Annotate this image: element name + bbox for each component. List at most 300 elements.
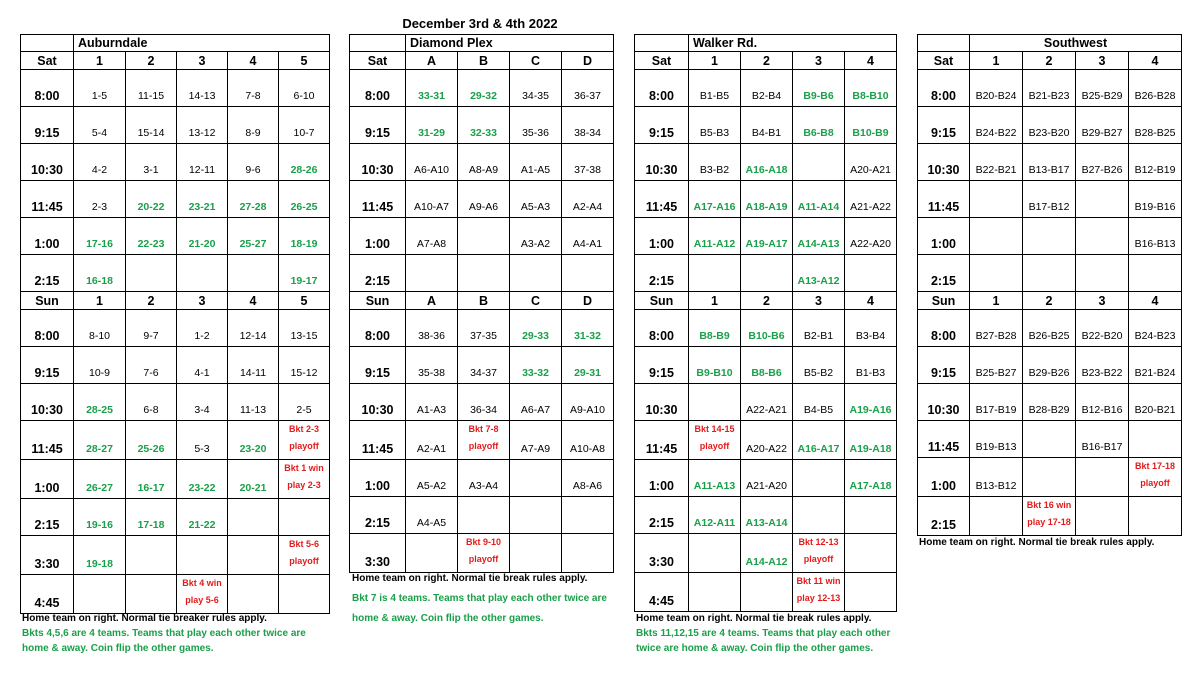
game-cell: 23-20: [228, 421, 279, 460]
time-slot-row: [635, 107, 897, 144]
time-label: 4:45: [635, 573, 689, 612]
empty-cell: [510, 534, 562, 573]
playoff-cell: [1129, 458, 1182, 497]
time-label: 2:15: [21, 255, 74, 292]
empty-cell: [406, 255, 458, 292]
time-label: 2:15: [918, 497, 970, 536]
time-label: 10:30: [350, 144, 406, 181]
game-cell: A19-A16: [845, 384, 897, 421]
time-slot-row: [350, 218, 614, 255]
venue-header-blank: [21, 35, 74, 52]
time-slot-row: [350, 310, 614, 347]
time-slot-row: [350, 70, 614, 107]
time-slot-row: [918, 310, 1182, 347]
field-label: 4: [228, 52, 279, 70]
playoff-line-1: Bkt 16 win: [1026, 500, 1072, 510]
playoff-cell: [793, 534, 845, 573]
playoff-cell: [458, 421, 510, 460]
empty-cell: [689, 384, 741, 421]
empty-cell: [177, 255, 228, 292]
time-label: 3:30: [21, 536, 74, 575]
game-cell: A2-A1: [406, 421, 458, 460]
game-cell: 2-5: [279, 384, 330, 421]
game-cell: 26-27: [74, 460, 126, 499]
time-label: 8:00: [350, 70, 406, 107]
time-slot-row: [350, 460, 614, 497]
game-cell: A14-A12: [741, 534, 793, 573]
game-cell: 14-11: [228, 347, 279, 384]
playoff-line-1: Bkt 1 win: [284, 463, 324, 473]
game-cell: B23-B20: [1023, 107, 1076, 144]
time-slot-row: [918, 384, 1182, 421]
day-label: Sun: [21, 292, 74, 310]
game-cell: A1-A3: [406, 384, 458, 421]
empty-cell: [689, 534, 741, 573]
empty-cell: [741, 255, 793, 292]
field-label: 4: [1129, 292, 1182, 310]
game-cell: B5-B2: [793, 347, 845, 384]
game-cell: B21-B23: [1023, 70, 1076, 107]
field-label: B: [458, 52, 510, 70]
day-label: Sat: [350, 52, 406, 70]
time-label: 2:15: [350, 255, 406, 292]
game-cell: B17-B19: [970, 384, 1023, 421]
playoff-cell: [458, 534, 510, 573]
field-label: 4: [845, 52, 897, 70]
time-label: 1:00: [21, 218, 74, 255]
game-cell: B29-B27: [1076, 107, 1129, 144]
game-cell: B8-B10: [845, 70, 897, 107]
time-slot-row: [918, 255, 1182, 292]
auburndale-green-note-2: home & away. Coin flip the other games.: [22, 643, 214, 654]
field-label: 3: [793, 52, 845, 70]
game-cell: A1-A5: [510, 144, 562, 181]
game-cell: A17-A16: [689, 181, 741, 218]
game-cell: 10-9: [74, 347, 126, 384]
game-cell: A3-A4: [458, 460, 510, 497]
time-slot-row: [350, 384, 614, 421]
time-slot-row: [635, 347, 897, 384]
time-label: 11:45: [635, 181, 689, 218]
game-cell: B12-B16: [1076, 384, 1129, 421]
empty-cell: [845, 497, 897, 534]
game-cell: 34-37: [458, 347, 510, 384]
game-cell: A19-A17: [741, 218, 793, 255]
time-slot-row: [635, 218, 897, 255]
walker-rd-note: Home team on right. Normal tie break rules apply.: [636, 613, 872, 624]
time-label: 1:00: [918, 218, 970, 255]
playoff-line-1: Bkt 2-3: [288, 424, 319, 434]
venue-header-blank: [918, 35, 970, 52]
time-slot-row: [21, 181, 330, 218]
time-slot-row: [21, 384, 330, 421]
game-cell: B12-B19: [1129, 144, 1182, 181]
field-label: 1: [74, 52, 126, 70]
field-label: 3: [1076, 292, 1129, 310]
time-label: 2:15: [635, 255, 689, 292]
time-slot-row: [918, 497, 1182, 536]
time-label: 8:00: [635, 310, 689, 347]
game-cell: 15-12: [279, 347, 330, 384]
game-cell: 11-13: [228, 384, 279, 421]
playoff-line-1: Bkt 11 win: [796, 576, 841, 586]
game-cell: B6-B8: [793, 107, 845, 144]
day-header-row-sat: [350, 52, 614, 70]
time-label: 1:00: [350, 460, 406, 497]
game-cell: A7-A8: [406, 218, 458, 255]
empty-cell: [845, 534, 897, 573]
game-cell: 1-5: [74, 70, 126, 107]
empty-cell: [562, 534, 614, 573]
empty-cell: [845, 573, 897, 612]
game-cell: B26-B25: [1023, 310, 1076, 347]
game-cell: A5-A3: [510, 181, 562, 218]
game-cell: 25-26: [126, 421, 177, 460]
time-slot-row: [635, 534, 897, 573]
game-cell: A5-A2: [406, 460, 458, 497]
game-cell: 37-38: [562, 144, 614, 181]
venue-name: Walker Rd.: [689, 35, 897, 52]
field-label: 1: [970, 52, 1023, 70]
time-label: 9:15: [21, 347, 74, 384]
game-cell: B16-B13: [1129, 218, 1182, 255]
time-slot-row: [350, 421, 614, 460]
game-cell: 31-32: [562, 310, 614, 347]
time-label: 9:15: [635, 107, 689, 144]
diamond-plex-schedule: [349, 34, 614, 573]
game-cell: A9-A6: [458, 181, 510, 218]
time-slot-row: [635, 181, 897, 218]
game-cell: B9-B6: [793, 70, 845, 107]
game-cell: B25-B29: [1076, 70, 1129, 107]
playoff-line-1: Bkt 14-15: [694, 424, 735, 434]
empty-cell: [1076, 497, 1129, 536]
game-cell: 5-3: [177, 421, 228, 460]
empty-cell: [793, 460, 845, 497]
game-cell: B17-B12: [1023, 181, 1076, 218]
walker-rd-green-note-1: Bkts 11,12,15 are 4 teams. Teams that play each other: [636, 628, 891, 639]
empty-cell: [1023, 218, 1076, 255]
time-slot-row: [21, 144, 330, 181]
game-cell: B22-B20: [1076, 310, 1129, 347]
game-cell: 1-2: [177, 310, 228, 347]
venue-name: Auburndale: [74, 35, 330, 52]
time-label: 1:00: [918, 458, 970, 497]
field-label: 5: [279, 52, 330, 70]
time-slot-row: [918, 144, 1182, 181]
time-label: 11:45: [918, 421, 970, 458]
playoff-cell: [279, 460, 330, 499]
game-cell: A4-A1: [562, 218, 614, 255]
time-slot-row: [918, 458, 1182, 497]
game-cell: A6-A10: [406, 144, 458, 181]
game-cell: 31-29: [406, 107, 458, 144]
game-cell: 21-22: [177, 499, 228, 536]
game-cell: 29-33: [510, 310, 562, 347]
game-cell: A20-A22: [741, 421, 793, 460]
field-label: D: [562, 52, 614, 70]
game-cell: B22-B21: [970, 144, 1023, 181]
playoff-line-1: Bkt 12-13: [798, 537, 839, 547]
time-label: 3:30: [350, 534, 406, 573]
time-label: 10:30: [918, 144, 970, 181]
day-header-row-sat: [21, 52, 330, 70]
game-cell: A19-A18: [845, 421, 897, 460]
game-cell: B2-B1: [793, 310, 845, 347]
time-slot-row: [21, 107, 330, 144]
game-cell: 29-32: [458, 70, 510, 107]
time-label: 11:45: [350, 181, 406, 218]
game-cell: B26-B28: [1129, 70, 1182, 107]
game-cell: 28-26: [279, 144, 330, 181]
game-cell: A2-A4: [562, 181, 614, 218]
time-slot-row: [635, 573, 897, 612]
empty-cell: [970, 181, 1023, 218]
diamond-plex-green-note-2: home & away. Coin flip the other games.: [352, 613, 544, 624]
empty-cell: [74, 575, 126, 614]
game-cell: 32-33: [458, 107, 510, 144]
game-cell: 13-15: [279, 310, 330, 347]
game-cell: 20-22: [126, 181, 177, 218]
game-cell: B8-B6: [741, 347, 793, 384]
time-slot-row: [21, 499, 330, 536]
field-label: 2: [1023, 52, 1076, 70]
day-label: Sat: [918, 52, 970, 70]
time-label: 9:15: [635, 347, 689, 384]
time-label: 2:15: [635, 497, 689, 534]
empty-cell: [1129, 255, 1182, 292]
time-slot-row: [635, 70, 897, 107]
game-cell: 3-4: [177, 384, 228, 421]
day-label: Sat: [21, 52, 74, 70]
field-label: 3: [1076, 52, 1129, 70]
time-slot-row: [918, 107, 1182, 144]
field-label: 4: [845, 292, 897, 310]
time-label: 1:00: [635, 460, 689, 497]
game-cell: A22-A20: [845, 218, 897, 255]
game-cell: 19-17: [279, 255, 330, 292]
time-label: 11:45: [350, 421, 406, 460]
time-slot-row: [350, 181, 614, 218]
playoff-line-2: play 12-13: [796, 593, 841, 603]
day-header-row-sun: [918, 292, 1182, 310]
game-cell: B13-B12: [970, 458, 1023, 497]
game-cell: 13-12: [177, 107, 228, 144]
game-cell: 17-18: [126, 499, 177, 536]
game-cell: 9-6: [228, 144, 279, 181]
game-cell: 6-10: [279, 70, 330, 107]
game-cell: B20-B24: [970, 70, 1023, 107]
field-label: 2: [741, 52, 793, 70]
empty-cell: [458, 255, 510, 292]
game-cell: 7-8: [228, 70, 279, 107]
time-label: 8:00: [350, 310, 406, 347]
game-cell: B4-B5: [793, 384, 845, 421]
game-cell: 8-10: [74, 310, 126, 347]
game-cell: 23-22: [177, 460, 228, 499]
game-cell: 8-9: [228, 107, 279, 144]
empty-cell: [279, 575, 330, 614]
game-cell: A20-A21: [845, 144, 897, 181]
time-slot-row: [21, 347, 330, 384]
day-label: Sun: [918, 292, 970, 310]
time-slot-row: [918, 347, 1182, 384]
empty-cell: [228, 536, 279, 575]
empty-cell: [1076, 458, 1129, 497]
field-label: A: [406, 292, 458, 310]
empty-cell: [1129, 421, 1182, 458]
game-cell: A12-A11: [689, 497, 741, 534]
field-label: C: [510, 52, 562, 70]
time-label: 4:45: [21, 575, 74, 614]
time-label: 9:15: [350, 107, 406, 144]
field-label: 2: [126, 292, 177, 310]
time-slot-row: [918, 218, 1182, 255]
empty-cell: [1023, 421, 1076, 458]
empty-cell: [126, 536, 177, 575]
schedule-title: December 3rd & 4th 2022: [402, 16, 558, 31]
field-label: 1: [689, 292, 741, 310]
game-cell: B1-B5: [689, 70, 741, 107]
game-cell: B28-B25: [1129, 107, 1182, 144]
day-header-row-sun: [635, 292, 897, 310]
game-cell: A14-A13: [793, 218, 845, 255]
time-label: 2:15: [350, 497, 406, 534]
playoff-cell: [689, 421, 741, 460]
game-cell: B24-B23: [1129, 310, 1182, 347]
time-slot-row: [21, 218, 330, 255]
time-slot-row: [635, 144, 897, 181]
empty-cell: [510, 460, 562, 497]
game-cell: B29-B26: [1023, 347, 1076, 384]
game-cell: B9-B10: [689, 347, 741, 384]
day-label: Sun: [350, 292, 406, 310]
playoff-cell: [279, 421, 330, 460]
game-cell: 33-32: [510, 347, 562, 384]
game-cell: A10-A8: [562, 421, 614, 460]
playoff-line-2: playoff: [289, 441, 319, 451]
game-cell: 17-16: [74, 218, 126, 255]
playoff-line-2: playoff: [468, 441, 499, 451]
empty-cell: [1023, 458, 1076, 497]
field-label: B: [458, 292, 510, 310]
empty-cell: [126, 255, 177, 292]
empty-cell: [562, 497, 614, 534]
auburndale-note: Home team on right. Normal tie breaker rules apply.: [22, 613, 267, 624]
game-cell: B19-B16: [1129, 181, 1182, 218]
empty-cell: [228, 255, 279, 292]
field-label: D: [562, 292, 614, 310]
time-slot-row: [350, 497, 614, 534]
game-cell: A9-A10: [562, 384, 614, 421]
game-cell: B5-B3: [689, 107, 741, 144]
empty-cell: [741, 573, 793, 612]
southwest-schedule: [917, 34, 1182, 536]
empty-cell: [970, 218, 1023, 255]
time-slot-row: [350, 255, 614, 292]
playoff-line-1: Bkt 4 win: [182, 578, 222, 588]
game-cell: 35-38: [406, 347, 458, 384]
playoff-line-2: playoff: [289, 556, 319, 566]
empty-cell: [845, 255, 897, 292]
time-label: 11:45: [635, 421, 689, 460]
game-cell: 3-1: [126, 144, 177, 181]
game-cell: 37-35: [458, 310, 510, 347]
venue-header-row: [635, 35, 897, 52]
empty-cell: [1076, 255, 1129, 292]
empty-cell: [1129, 497, 1182, 536]
venue-header-blank: [635, 35, 689, 52]
game-cell: 34-35: [510, 70, 562, 107]
empty-cell: [1076, 218, 1129, 255]
field-label: 1: [689, 52, 741, 70]
game-cell: A17-A18: [845, 460, 897, 497]
time-label: 9:15: [350, 347, 406, 384]
game-cell: 14-13: [177, 70, 228, 107]
game-cell: 5-4: [74, 107, 126, 144]
time-slot-row: [635, 497, 897, 534]
field-label: 3: [177, 292, 228, 310]
game-cell: B3-B4: [845, 310, 897, 347]
field-label: 5: [279, 292, 330, 310]
time-slot-row: [21, 421, 330, 460]
playoff-line-1: Bkt 7-8: [468, 424, 499, 434]
field-label: 4: [228, 292, 279, 310]
playoff-cell: [177, 575, 228, 614]
empty-cell: [970, 255, 1023, 292]
game-cell: 10-7: [279, 107, 330, 144]
game-cell: 9-7: [126, 310, 177, 347]
game-cell: 33-31: [406, 70, 458, 107]
empty-cell: [126, 575, 177, 614]
time-label: 3:30: [635, 534, 689, 573]
venue-name: Southwest: [970, 35, 1182, 52]
game-cell: A11-A12: [689, 218, 741, 255]
playoff-line-1: Bkt 5-6: [288, 539, 319, 549]
game-cell: B25-B27: [970, 347, 1023, 384]
game-cell: 15-14: [126, 107, 177, 144]
southwest-note: Home team on right. Normal tie break rules apply.: [919, 537, 1155, 548]
empty-cell: [228, 499, 279, 536]
time-slot-row: [635, 460, 897, 497]
time-label: 1:00: [350, 218, 406, 255]
time-label: 2:15: [21, 499, 74, 536]
day-header-row-sat: [635, 52, 897, 70]
time-slot-row: [635, 255, 897, 292]
game-cell: A3-A2: [510, 218, 562, 255]
time-label: 9:15: [918, 347, 970, 384]
game-cell: B2-B4: [741, 70, 793, 107]
empty-cell: [689, 255, 741, 292]
time-label: 1:00: [21, 460, 74, 499]
time-label: 10:30: [635, 384, 689, 421]
time-label: 1:00: [635, 218, 689, 255]
game-cell: 4-2: [74, 144, 126, 181]
game-cell: A6-A7: [510, 384, 562, 421]
game-cell: 16-17: [126, 460, 177, 499]
time-label: 9:15: [918, 107, 970, 144]
game-cell: 20-21: [228, 460, 279, 499]
field-label: 1: [74, 292, 126, 310]
game-cell: B4-B1: [741, 107, 793, 144]
game-cell: B10-B6: [741, 310, 793, 347]
time-slot-row: [918, 181, 1182, 218]
game-cell: 21-20: [177, 218, 228, 255]
game-cell: 7-6: [126, 347, 177, 384]
game-cell: A7-A9: [510, 421, 562, 460]
game-cell: B19-B13: [970, 421, 1023, 458]
playoff-line-2: play 17-18: [1027, 517, 1071, 527]
